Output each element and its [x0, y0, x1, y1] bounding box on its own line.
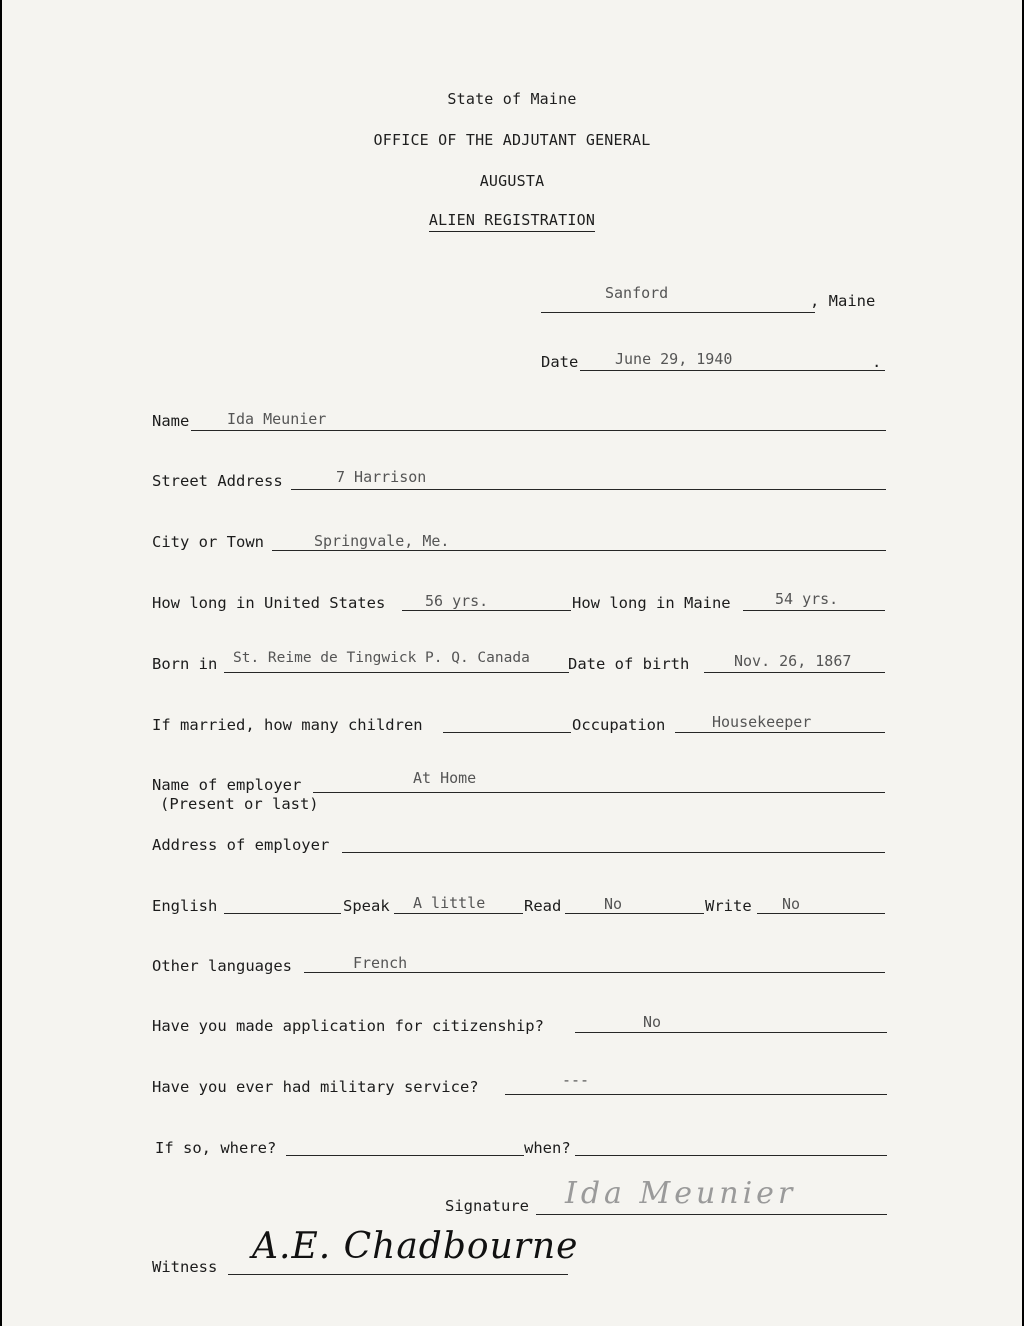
military-label: Have you ever had military service?	[152, 1078, 479, 1096]
state-heading: State of Maine	[447, 90, 577, 108]
name-line	[191, 430, 886, 431]
how-long-us-label: How long in United States	[152, 594, 386, 612]
read-line	[565, 913, 704, 914]
born-in-value[interactable]: St. Reime de Tingwick P. Q. Canada	[233, 650, 530, 666]
military-line	[505, 1094, 887, 1095]
date-of-birth-value[interactable]: Nov. 26, 1867	[734, 652, 852, 670]
city-town-value[interactable]: Springvale, Me.	[314, 532, 450, 550]
date-trail: .	[872, 353, 882, 371]
where-line	[286, 1155, 524, 1156]
when-label: when?	[524, 1139, 571, 1157]
how-long-maine-line	[743, 610, 885, 611]
where-label: If so, where?	[155, 1139, 277, 1157]
military-value[interactable]: ---	[562, 1071, 590, 1089]
form-title	[0, 211, 1024, 229]
speak-value[interactable]: A little	[413, 894, 486, 912]
citizenship-label: Have you made application for citizenship?	[152, 1017, 544, 1035]
date-of-birth-line	[704, 672, 885, 673]
witness-label: Witness	[152, 1258, 218, 1276]
city-town-line	[272, 550, 886, 551]
employer-address-label: Address of employer	[152, 836, 330, 854]
signature-line	[536, 1214, 887, 1215]
read-label: Read	[524, 897, 562, 915]
english-label: English	[152, 897, 218, 915]
state-suffix: , Maine	[810, 292, 876, 310]
occupation-label: Occupation	[572, 716, 666, 734]
english-line	[224, 913, 341, 914]
employer-sublabel: (Present or last)	[160, 795, 319, 813]
witness-handwritten: A.E. Chadbourne	[252, 1226, 579, 1267]
speak-label: Speak	[343, 897, 390, 915]
born-in-line	[224, 672, 569, 673]
how-long-us-line	[402, 610, 571, 611]
street-line	[291, 489, 886, 490]
date-of-birth-label: Date of birth	[568, 655, 690, 673]
children-label: If married, how many children	[152, 716, 423, 734]
other-languages-value[interactable]: French	[353, 954, 408, 972]
employer-address-line	[342, 852, 885, 853]
write-line	[757, 913, 885, 914]
street-label: Street Address	[152, 472, 283, 490]
scan-left-edge	[0, 0, 2, 1326]
town-value[interactable]: Sanford	[605, 284, 669, 302]
signature-label: Signature	[445, 1197, 529, 1215]
how-long-us-value[interactable]: 56 yrs.	[425, 592, 489, 610]
office-heading: OFFICE OF THE ADJUTANT GENERAL	[373, 131, 651, 149]
city-town-label: City or Town	[152, 533, 264, 551]
town-line	[541, 312, 815, 313]
name-value[interactable]: Ida Meunier	[227, 410, 327, 428]
occupation-line	[675, 732, 885, 733]
date-value[interactable]: June 29, 1940	[615, 350, 733, 368]
citizenship-value[interactable]: No	[643, 1013, 662, 1031]
witness-line	[228, 1274, 568, 1275]
date-line	[580, 370, 885, 371]
street-value[interactable]: 7 Harrison	[336, 468, 427, 486]
other-languages-label: Other languages	[152, 957, 292, 975]
write-label: Write	[705, 897, 752, 915]
citizenship-line	[575, 1032, 887, 1033]
name-label: Name	[152, 412, 190, 430]
employer-value[interactable]: At Home	[413, 769, 477, 787]
employer-label: Name of employer	[152, 776, 302, 794]
speak-line	[394, 913, 523, 914]
other-languages-line	[304, 972, 885, 973]
signature-handwritten: Ida Meunier	[565, 1176, 797, 1211]
how-long-maine-label: How long in Maine	[572, 594, 731, 612]
write-value[interactable]: No	[782, 895, 801, 913]
how-long-maine-value[interactable]: 54 yrs.	[775, 590, 839, 608]
form-title-text: ALIEN REGISTRATION	[429, 211, 595, 232]
when-line	[575, 1155, 887, 1156]
read-value[interactable]: No	[604, 895, 623, 913]
children-line	[443, 732, 571, 733]
date-label: Date	[541, 353, 579, 371]
born-in-label: Born in	[152, 655, 218, 673]
employer-line	[313, 792, 885, 793]
city-heading: AUGUSTA	[479, 172, 545, 190]
occupation-value[interactable]: Housekeeper	[712, 713, 812, 731]
